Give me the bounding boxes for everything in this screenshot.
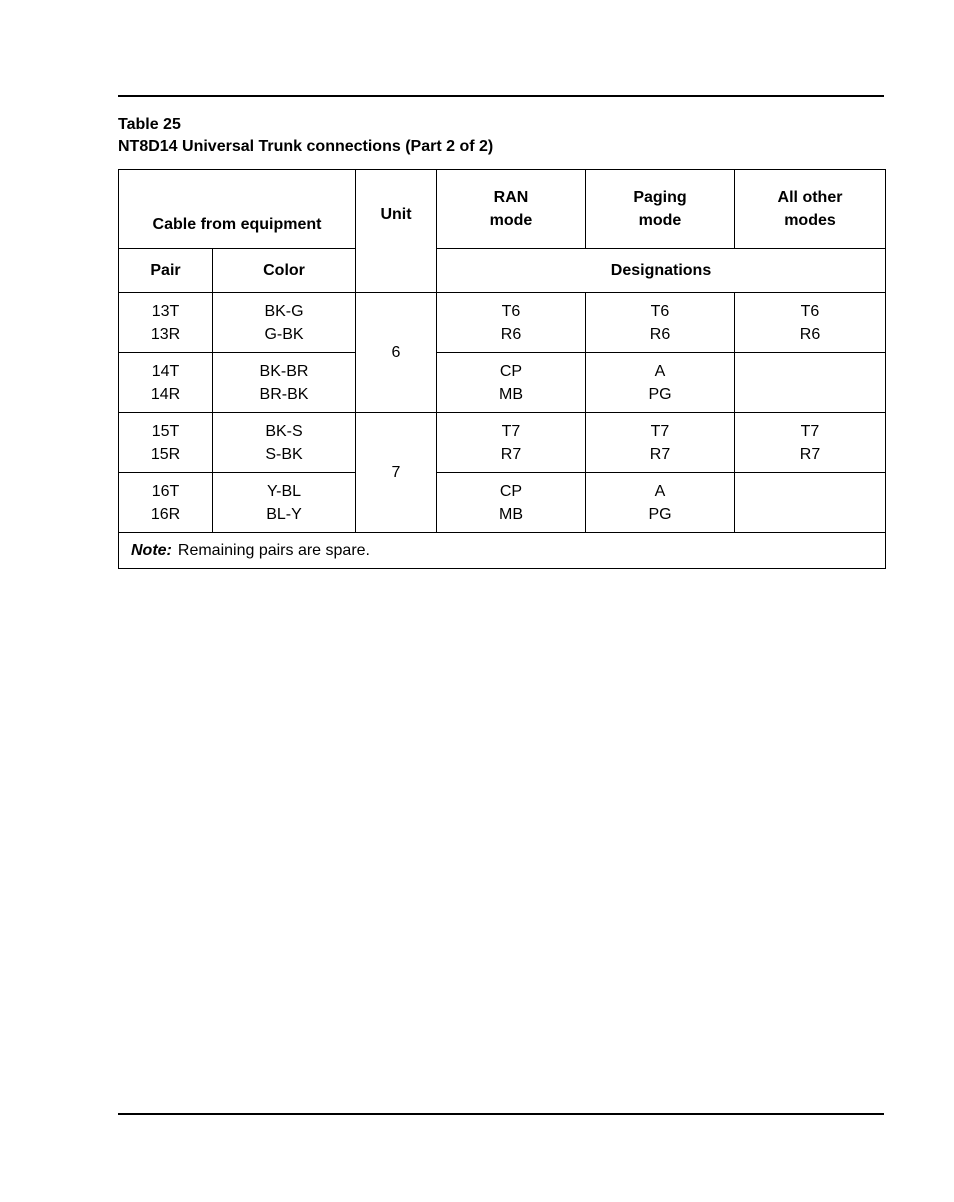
- header-unit-label: Unit: [380, 206, 412, 223]
- header-paging-mode: [586, 170, 735, 249]
- table-row: [119, 473, 886, 533]
- ran-cell: [437, 473, 586, 533]
- pair-cell: [119, 413, 213, 473]
- header-other-line2: modes: [784, 212, 836, 229]
- note-label: Note:: [131, 542, 172, 559]
- header-paging-line1: Paging: [633, 189, 687, 206]
- bottom-rule: [118, 1113, 884, 1115]
- color-value: BK-BR: [259, 362, 309, 380]
- table-row: [119, 413, 886, 473]
- paging-value: R7: [649, 445, 671, 463]
- color-value: Y-BL: [266, 482, 302, 500]
- table-row: [119, 353, 886, 413]
- paging-cell: [586, 413, 735, 473]
- color-cell: [213, 353, 356, 413]
- other-cell: [735, 473, 886, 533]
- header-color: Color: [213, 249, 356, 293]
- header-cable-from-equipment: [119, 170, 356, 249]
- pair-value: 16R: [150, 505, 181, 523]
- color-value: BR-BK: [259, 385, 309, 403]
- color-value: BK-G: [264, 302, 304, 320]
- color-value: S-BK: [265, 445, 303, 463]
- ran-value: CP: [499, 482, 523, 500]
- color-value: G-BK: [264, 325, 304, 343]
- note-row: [119, 533, 886, 569]
- table-row: [119, 293, 886, 353]
- header-all-other-modes: [735, 170, 886, 249]
- header-row-secondary: [119, 249, 886, 293]
- paging-value: A: [654, 482, 666, 500]
- note-text: Remaining pairs are spare.: [177, 542, 370, 559]
- header-other-line1: All other: [777, 189, 843, 206]
- other-value: T7: [800, 422, 820, 440]
- pair-value: 13R: [150, 325, 181, 343]
- other-value: T6: [800, 302, 820, 320]
- pair-value: 16T: [151, 482, 180, 500]
- header-ran-line2: mode: [489, 212, 533, 229]
- ran-cell: [437, 413, 586, 473]
- unit-cell: 7: [356, 413, 437, 533]
- ran-cell: [437, 353, 586, 413]
- ran-value: R7: [500, 445, 522, 463]
- ran-value: MB: [499, 385, 523, 403]
- ran-value: T7: [501, 422, 521, 440]
- header-ran-line1: RAN: [493, 189, 529, 206]
- header-paging-line2: mode: [638, 212, 682, 229]
- other-value: R6: [799, 325, 821, 343]
- unit-cell: 6: [356, 293, 437, 413]
- pair-value: 15T: [151, 422, 180, 440]
- ran-value: R6: [500, 325, 522, 343]
- pair-value: 13T: [151, 302, 180, 320]
- header-designations: Designations: [437, 249, 886, 293]
- pair-cell: [119, 293, 213, 353]
- pair-cell: [119, 473, 213, 533]
- ran-cell: [437, 293, 586, 353]
- pair-value: 15R: [150, 445, 181, 463]
- ran-value: CP: [499, 362, 523, 380]
- pair-cell: [119, 353, 213, 413]
- pair-value: 14T: [151, 362, 180, 380]
- paging-cell: [586, 473, 735, 533]
- color-value: BL-Y: [266, 505, 302, 523]
- color-cell: [213, 473, 356, 533]
- table-caption: [118, 114, 493, 158]
- paging-value: T7: [650, 422, 670, 440]
- other-cell: [735, 353, 886, 413]
- table-number: Table 25: [118, 116, 181, 133]
- pair-value: 14R: [150, 385, 181, 403]
- color-cell: [213, 413, 356, 473]
- header-cable-label: Cable from equipment: [152, 216, 322, 233]
- paging-value: T6: [650, 302, 670, 320]
- paging-value: A: [654, 362, 666, 380]
- paging-value: PG: [648, 505, 672, 523]
- paging-value: PG: [648, 385, 672, 403]
- other-cell: [735, 293, 886, 353]
- other-cell: [735, 413, 886, 473]
- top-rule: [118, 95, 884, 97]
- table-title: NT8D14 Universal Trunk connections (Part 2 of 2): [118, 138, 494, 155]
- paging-cell: [586, 353, 735, 413]
- trunk-connections-table: [118, 169, 886, 569]
- note-cell: [119, 533, 886, 569]
- other-value: R7: [799, 445, 821, 463]
- color-cell: [213, 293, 356, 353]
- header-ran-mode: [437, 170, 586, 249]
- header-pair: Pair: [119, 249, 213, 293]
- paging-value: R6: [649, 325, 671, 343]
- header-unit: [356, 170, 437, 293]
- ran-value: T6: [501, 302, 521, 320]
- header-row-primary: [119, 170, 886, 249]
- paging-cell: [586, 293, 735, 353]
- color-value: BK-S: [265, 422, 303, 440]
- ran-value: MB: [499, 505, 523, 523]
